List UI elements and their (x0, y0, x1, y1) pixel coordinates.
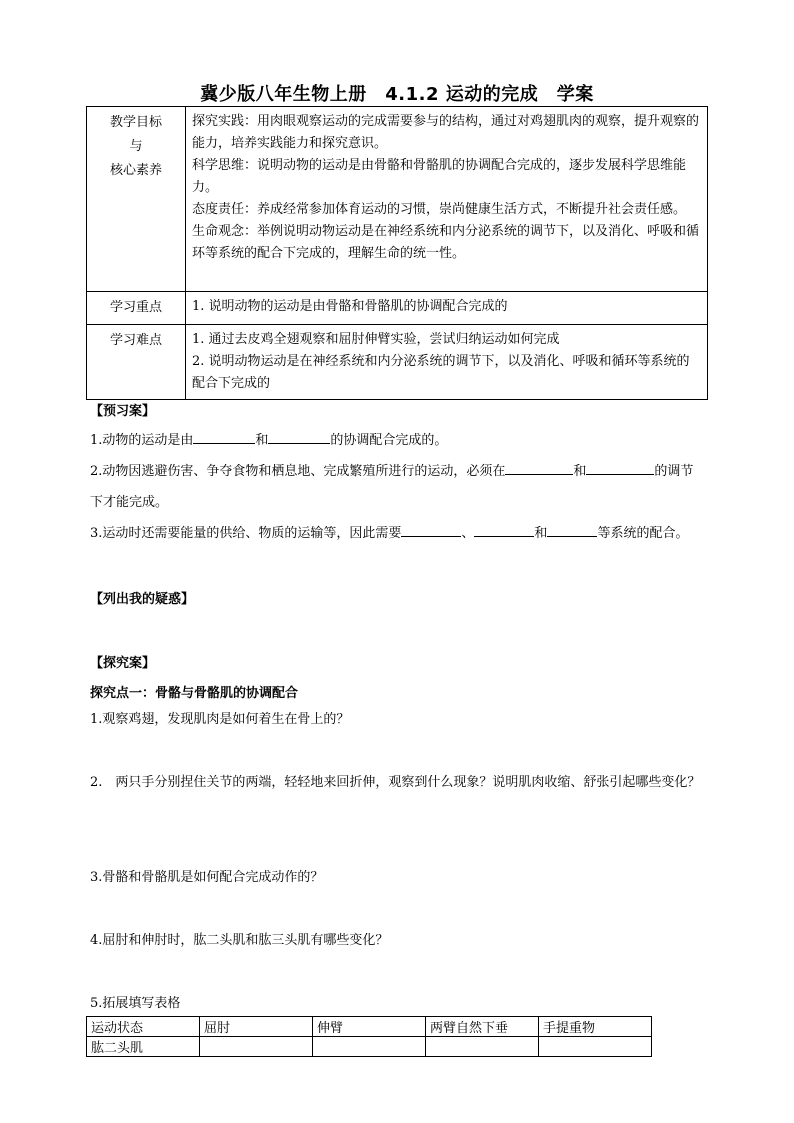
key-point-text: 1. 说明动物的运动是由骨骼和骨骼肌的协调配合完成的 (192, 299, 508, 314)
table-cell[interactable] (313, 1037, 426, 1057)
table-header-cell: 伸臂 (313, 1017, 426, 1037)
question-text: 1.动物的运动是由 (90, 433, 194, 448)
table-row (87, 1037, 652, 1057)
table-row (87, 1017, 652, 1037)
objectives-label (87, 107, 186, 292)
question-text: 2.动物因逃避伤害、争夺食物和栖息地、完成繁殖所进行的运动，必须在 (90, 464, 506, 479)
question-text: 和 (255, 433, 269, 448)
explore-question-4: 4.屈肘和伸肘时，肱二头肌和肱三头肌有哪些变化？ (90, 933, 389, 948)
table-cell[interactable] (426, 1037, 539, 1057)
difficulties-content (186, 325, 708, 400)
table-header-cell: 两臂自然下垂 (426, 1017, 539, 1037)
label-line: 教学目标 (109, 115, 162, 130)
preview-question-1 (90, 425, 706, 456)
extension-table (86, 1016, 652, 1057)
objectives-content (186, 107, 708, 292)
label-line: 与 (129, 139, 143, 154)
question-text: 和 (573, 464, 587, 479)
table-cell: 肱二头肌 (87, 1037, 200, 1057)
table-row (87, 325, 708, 400)
table-header-cell: 手提重物 (539, 1017, 652, 1037)
explore-question-3: 3.骨骼和骨骼肌是如何配合完成动作的？ (90, 870, 324, 885)
question-text: 3.运动时还需要能量的供给、物质的运输等，因此需要 (90, 526, 402, 541)
question-text: 等系统的配合。 (597, 526, 689, 541)
answer-blank[interactable] (586, 460, 654, 475)
explore-heading: 【探究案】 (90, 656, 156, 671)
explore-question-2: 2. 两只手分别捏住关节的两端，轻轻地来回折伸，观察到什么现象？说明肌肉收缩、舒张引起哪些变化？ (90, 775, 701, 790)
page-title: 冀少版八年生物上册 4.1.2 运动的完成 学案 (200, 84, 594, 105)
label-line: 学习难点 (109, 333, 162, 348)
table-header-cell: 运动状态 (87, 1017, 200, 1037)
answer-blank[interactable] (401, 522, 461, 537)
table-row (87, 292, 708, 325)
difficulty-text: 2. 说明动物运动是在神经系统和内分泌系统的调节下，以及消化、呼吸和循环等系统的配合下完成的 (192, 354, 690, 391)
table-header-cell: 屈肘 (200, 1017, 313, 1037)
table-cell[interactable] (539, 1037, 652, 1057)
explore-question-1: 1.观察鸡翅，发现肌肉是如何着生在骨上的？ (90, 712, 350, 727)
explore-question-5: 5.拓展填写表格 (90, 996, 181, 1011)
difficulty-text: 1. 通过去皮鸡全翅观察和屈肘伸臂实验，尝试归纳运动如何完成 (192, 332, 560, 347)
question-text: 、 (461, 526, 475, 541)
difficulties-label (87, 325, 186, 400)
answer-blank[interactable] (474, 522, 534, 537)
objective-text: 探究实践：用肉眼观察运动的完成需要参与的结构，通过对鸡翅肌肉的观察，提升观察的能力，培养实践能力和探究意识。 (192, 114, 700, 151)
doubts-heading: 【列出我的疑惑】 (90, 592, 195, 607)
label-line: 学习重点 (109, 300, 162, 315)
preview-question-2 (90, 456, 706, 518)
answer-blank[interactable] (268, 429, 330, 444)
answer-blank[interactable] (547, 522, 597, 537)
key-points-label (87, 292, 186, 325)
question-text: 的调节下才能完成。 (90, 464, 694, 510)
label-line: 核心素养 (109, 163, 162, 178)
preview-question-3 (90, 518, 706, 549)
key-points-content (186, 292, 708, 325)
question-text: 的协调配合完成的。 (330, 433, 448, 448)
question-text: 和 (534, 526, 548, 541)
answer-blank[interactable] (193, 429, 255, 444)
objective-text: 生命观念：举例说明动物运动是在神经系统和内分泌系统的调节下，以及消化、呼吸和循环等系统的配合下完成的，理解生命的统一性。 (192, 224, 700, 261)
preview-heading: 【预习案】 (90, 404, 156, 419)
explore-point-1: 探究点一：骨骼与骨骼肌的协调配合 (90, 686, 299, 701)
table-row (87, 107, 708, 292)
objective-text: 态度责任：养成经常参加体育运动的习惯，崇尚健康生活方式，不断提升社会责任感。 (192, 202, 687, 217)
answer-blank[interactable] (505, 460, 573, 475)
objective-text: 科学思维：说明动物的运动是由骨骼和骨骼肌的协调配合完成的，逐步发展科学思维能力。 (192, 158, 687, 195)
table-cell[interactable] (200, 1037, 313, 1057)
objectives-table (86, 106, 708, 400)
